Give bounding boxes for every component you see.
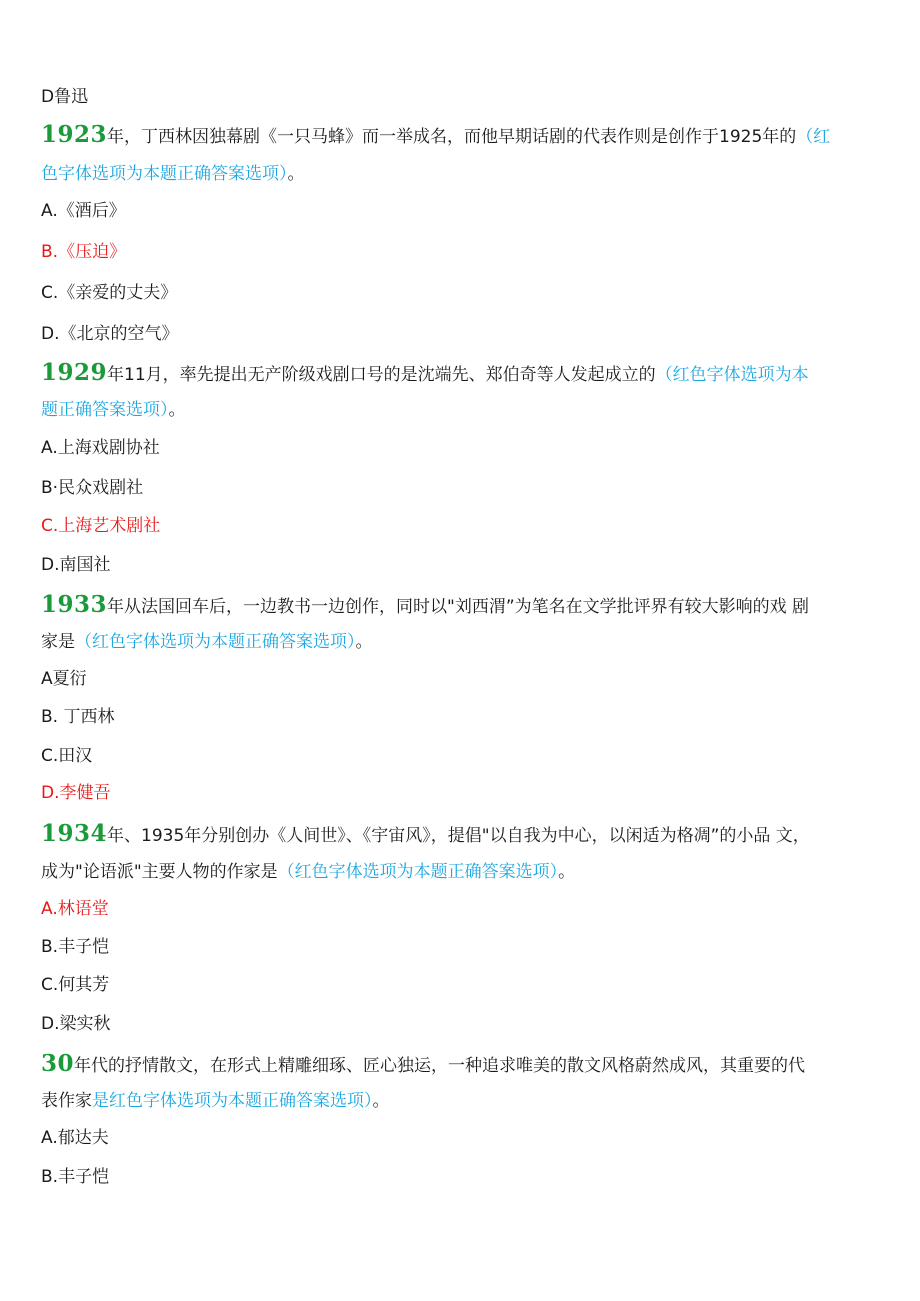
- q2-option-b: B·民众戏剧社: [41, 478, 144, 498]
- q4-option-c: C.何其芳: [41, 975, 110, 995]
- q2-option-d: D.南国社: [41, 555, 111, 575]
- q2-hint-start: （红色字体选项为本: [655, 365, 809, 385]
- q1-year: 1923: [41, 121, 108, 148]
- q2-year: 1929: [41, 359, 108, 386]
- q4-line1: [41, 820, 810, 847]
- q5-hint: 是红色字体选项为本题正确答案选项）: [92, 1091, 373, 1111]
- q2-hint-end: 题正确答案选项）: [41, 400, 169, 420]
- prev-option-d: D鲁迅: [41, 87, 89, 107]
- q1-option-c: C.《亲爱的丈夫》: [41, 283, 178, 303]
- q2-text: 年11月，率先提出无产阶级戏剧口号的是沈端先、郑伯奇等人发起成立的: [107, 365, 656, 385]
- q1-option-b-correct: B.《压迫》: [41, 242, 127, 262]
- q4-text-cont: 成为"论语派"主要人物的作家是: [41, 862, 278, 882]
- q1-option-d: D.《北京的空气》: [41, 324, 179, 344]
- q5-line1: [41, 1050, 806, 1077]
- q1-line2: [41, 163, 305, 185]
- q3-tail: 。: [355, 632, 373, 652]
- q3-text-cont: 家是: [41, 632, 75, 652]
- q4-year: 1934: [41, 820, 108, 847]
- q3-option-b: B. 丁西林: [41, 707, 115, 727]
- q3-option-d-correct: D.李健吾: [41, 783, 111, 803]
- q4-tail: 。: [558, 862, 576, 882]
- q2-line1: [41, 359, 809, 386]
- q2-option-c-correct: C.上海艺术剧社: [41, 516, 161, 536]
- q1-hint-start: （红: [796, 127, 831, 147]
- q2-option-a: A.上海戏剧协社: [41, 438, 160, 458]
- q2-line2: [41, 399, 186, 421]
- q5-option-a: A.郁达夫: [41, 1128, 109, 1148]
- q3-line1: [41, 591, 810, 618]
- q4-hint: （红色字体选项为本题正确答案选项）: [277, 862, 559, 882]
- q3-year: 1933: [41, 591, 108, 618]
- q3-option-a: A夏衍: [41, 669, 87, 689]
- q1-line1: [41, 121, 831, 148]
- q3-hint: （红色字体选项为本题正确答案选项）: [75, 632, 356, 652]
- q4-option-a-correct: A.林语堂: [41, 899, 109, 919]
- q2-tail: 。: [168, 400, 186, 420]
- q5-text: 年代的抒情散文，在形式上精雕细琢、匠心独运，一种追求唯美的散文风格蔚然成风，其重要的代: [74, 1056, 806, 1076]
- q3-text: 年从法国回车后，一边教书一边创作，同时以"刘西渭”为笔名在文学批评界有较大影响的戏 剧: [107, 597, 810, 617]
- q5-decade: 30: [41, 1050, 75, 1077]
- q5-text-cont: 表作家: [41, 1091, 92, 1111]
- q3-option-c: C.田汉: [41, 746, 93, 766]
- q1-tail: 。: [287, 164, 305, 184]
- q1-option-a: A.《酒后》: [41, 201, 126, 221]
- q5-option-b: B.丰子恺: [41, 1167, 110, 1187]
- q5-tail: 。: [372, 1091, 390, 1111]
- q4-text: 年、1935年分别创办《人间世》、《宇宙风》，提倡"以自我为中心，以闲适为格凋”的小品 文，: [107, 826, 810, 846]
- q4-line2: [41, 861, 575, 883]
- q5-line2: [41, 1090, 390, 1112]
- q4-option-b: B.丰子恺: [41, 937, 110, 957]
- q1-text: 年，丁西林因独幕剧《一只马蜂》而一举成名，而他早期话剧的代表作则是创作于1925年的: [107, 127, 797, 147]
- q3-line2: [41, 631, 373, 653]
- q4-option-d: D.梁实秋: [41, 1014, 111, 1034]
- q1-hint-end: 色字体选项为本题正确答案选项）: [41, 164, 288, 184]
